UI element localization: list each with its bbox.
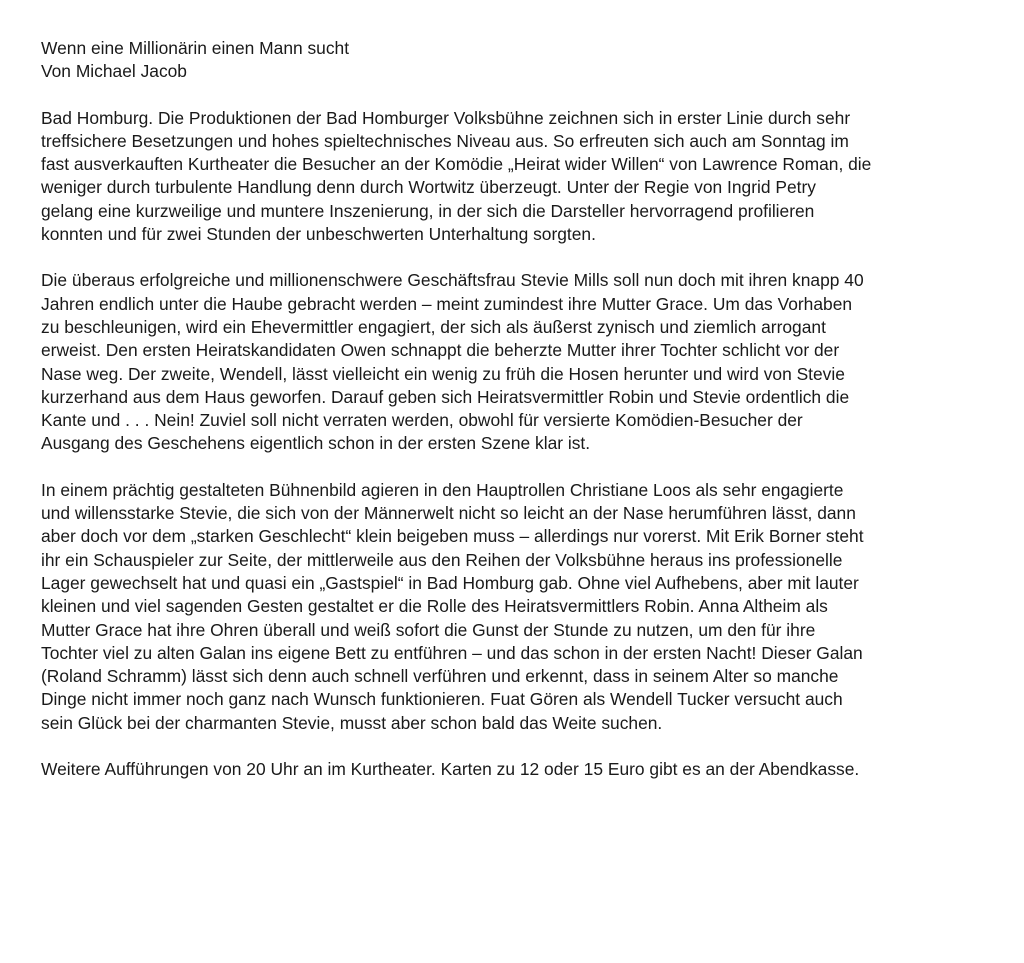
paragraph-line: weniger durch turbulente Handlung denn durch Wortwitz überzeugt. Unter der Regie von Ingrid Petry bbox=[41, 177, 816, 198]
paragraph-line: konnten und für zwei Stunden der unbeschwerten Unterhaltung sorgten. bbox=[41, 224, 596, 245]
paragraph-line: gelang eine kurzweilige und muntere Inszenierung, in der sich die Darsteller hervorragend profilieren bbox=[41, 200, 815, 221]
paragraph-line: aber doch vor dem „starken Geschlecht“ klein beigeben muss – allerdings nur vorerst. Mit Erik Borner steht bbox=[41, 526, 864, 547]
paragraph-line: Mutter Grace hat ihre Ohren überall und weiß sofort die Gunst der Stunde zu nutzen, um den für ihre bbox=[41, 619, 816, 640]
paragraph-performances bbox=[41, 758, 1001, 781]
paragraph-line: ihr ein Schauspieler zur Seite, der mittlerweile aus den Reihen der Volksbühne heraus ins professionelle bbox=[41, 549, 843, 570]
paragraph-line: Weitere Aufführungen von 20 Uhr an im Kurtheater. Karten zu 12 oder 15 Euro gibt es an der Abendkasse. bbox=[41, 759, 860, 780]
article-byline: Von Michael Jacob bbox=[41, 61, 187, 82]
article-header bbox=[41, 37, 1001, 84]
paragraph-line: Kante und . . . Nein! Zuviel soll nicht verraten werden, obwohl für versierte Komödien-Besucher der bbox=[41, 410, 803, 431]
paragraph-line: Bad Homburg. Die Produktionen der Bad Homburger Volksbühne zeichnen sich in erster Linie durch sehr bbox=[41, 107, 851, 128]
paragraph-intro bbox=[41, 107, 1001, 247]
paragraph-line: Ausgang des Geschehens eigentlich schon in der ersten Szene klar ist. bbox=[41, 433, 591, 454]
paragraph-line: Die überaus erfolgreiche und millionenschwere Geschäftsfrau Stevie Mills soll nun doch mit ihren knapp 40 bbox=[41, 270, 864, 291]
paragraph-line: Dinge nicht immer noch ganz nach Wunsch funktionieren. Fuat Gören als Wendell Tucker versucht auch bbox=[41, 689, 843, 710]
paragraph-line: sein Glück bei der charmanten Stevie, musst aber schon bald das Weite suchen. bbox=[41, 712, 663, 733]
paragraph-line: fast ausverkauften Kurtheater die Besucher an der Komödie „Heirat wider Willen“ von Lawrence Roman, die bbox=[41, 154, 872, 175]
paragraph-line: In einem prächtig gestalteten Bühnenbild agieren in den Hauptrollen Christiane Loos als sehr engagierte bbox=[41, 479, 844, 500]
paragraph-line: Tochter viel zu alten Galan ins eigene Bett zu entführen – und das schon in der ersten Nacht! Dieser Galan bbox=[41, 642, 863, 663]
paragraph-line: Nase weg. Der zweite, Wendell, lässt vielleicht ein wenig zu früh die Hosen herunter und wird von Stevie bbox=[41, 363, 845, 384]
paragraph-line: kleinen und viel sagenden Gesten gestaltet er die Rolle des Heiratsvermittlers Robin. Anna Altheim als bbox=[41, 596, 828, 617]
paragraph-cast bbox=[41, 479, 1001, 735]
paragraph-plot bbox=[41, 269, 1001, 455]
article-title: Wenn eine Millionärin einen Mann sucht bbox=[41, 38, 350, 58]
paragraph-line: treffsichere Besetzungen und hohes spieltechnisches Niveau aus. So erfreuten sich auch am Sonntag im bbox=[41, 130, 849, 151]
paragraph-line: Jahren endlich unter die Haube gebracht werden – meint zumindest ihre Mutter Grace. Um das Vorhaben bbox=[41, 293, 853, 314]
paragraph-line: und willensstarke Stevie, die sich von der Männerwelt nicht so leicht an der Nase herumführen lässt, dann bbox=[41, 503, 856, 524]
paragraph-line: erweist. Den ersten Heiratskandidaten Owen schnappt die beherzte Mutter ihrer Tochter schlicht vor der bbox=[41, 340, 840, 361]
paragraph-line: zu beschleunigen, wird ein Ehevermittler engagiert, der sich als äußerst zynisch und ziemlich arrogant bbox=[41, 316, 826, 337]
paragraph-line: kurzerhand aus dem Haus geworfen. Darauf geben sich Heiratsvermittler Robin und Stevie ordentlich die bbox=[41, 386, 850, 407]
paragraph-line: (Roland Schramm) lässt sich denn auch schnell verführen und erkennt, dass in seinem Alter so manche bbox=[41, 666, 839, 687]
paragraph-line: Lager gewechselt hat und quasi ein „Gastspiel“ in Bad Homburg gab. Ohne viel Aufhebens, aber mit lauter bbox=[41, 572, 859, 593]
article bbox=[41, 37, 1001, 804]
